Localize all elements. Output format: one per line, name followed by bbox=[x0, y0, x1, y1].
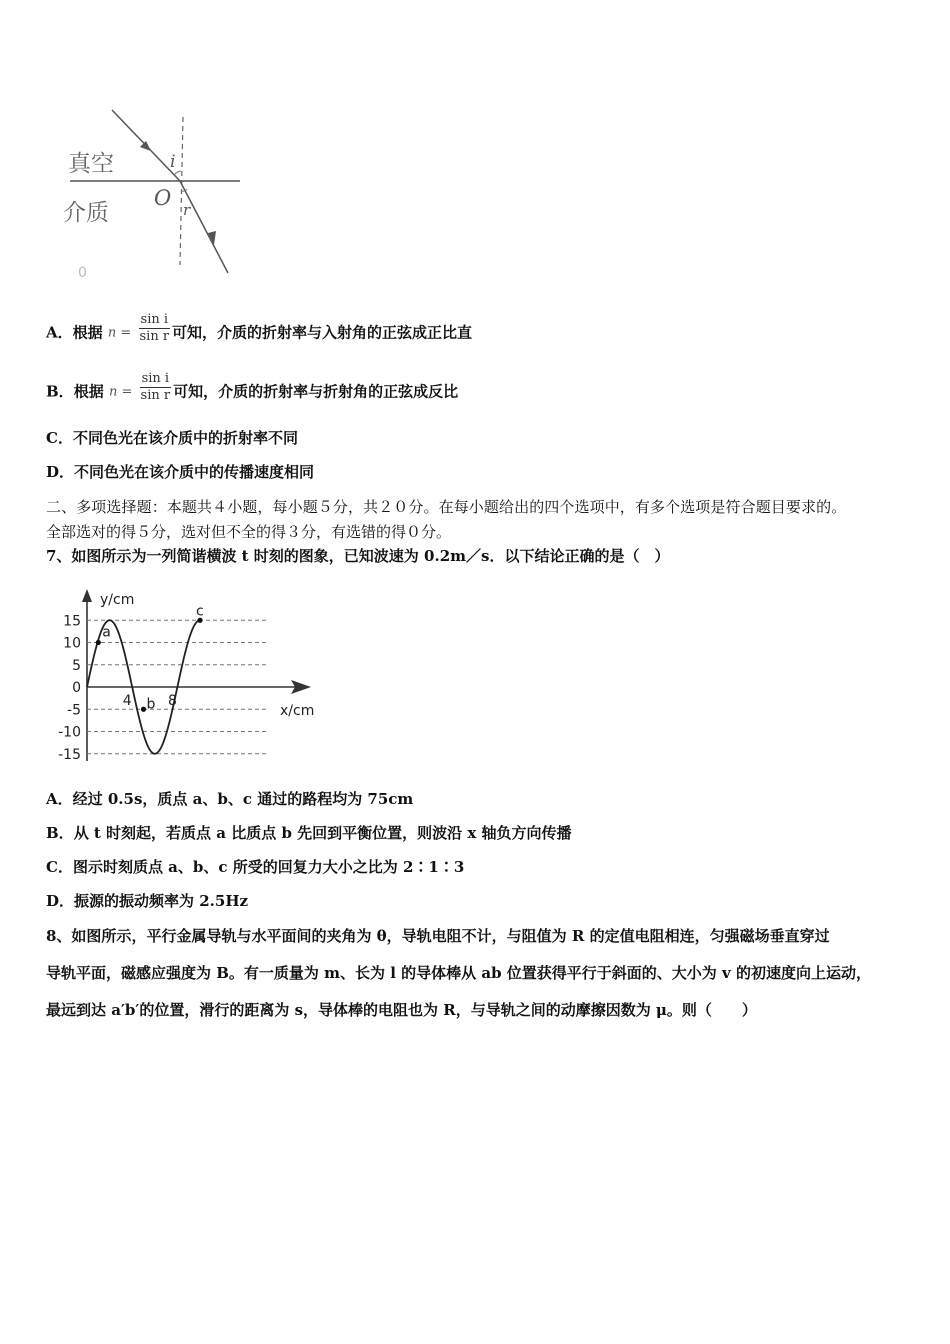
option-pre: 根据 bbox=[72, 323, 103, 342]
wave-point-label: a bbox=[102, 624, 111, 641]
wave-point-a bbox=[96, 640, 101, 645]
label-medium: 介质 bbox=[63, 200, 109, 226]
wave-chart bbox=[45, 585, 330, 770]
wave-point-label: c bbox=[196, 603, 204, 620]
y-tick-label: -10 bbox=[58, 724, 81, 741]
option-text: 振源的振动频率为 2.5Hz bbox=[74, 892, 249, 910]
option-letter: C． bbox=[46, 429, 73, 447]
option-post: 可知，介质的折射率与入射角的正弦成正比直 bbox=[172, 323, 473, 342]
option-letter: D． bbox=[46, 463, 75, 481]
q6-option-d bbox=[46, 462, 314, 482]
section2-line1: 二、多项选择题：本题共４小题，每小题５分，共２０分。在每小题给出的四个选项中，有多个选项是符合题目要求的。 bbox=[46, 498, 847, 516]
q8-line1: 8、如图所示，平行金属导轨与水平面间的夹角为 θ，导轨电阻不计，与阻值为 R 的定值电阻相连，匀强磁场垂直穿过 bbox=[46, 927, 830, 945]
y-axis-arrow bbox=[82, 589, 92, 602]
y-tick-label: 15 bbox=[63, 613, 81, 630]
fraction-numerator: sin i bbox=[140, 312, 169, 327]
n-equals: n = bbox=[108, 384, 133, 400]
q6-option-c bbox=[46, 428, 298, 448]
x-tick-label: 4 bbox=[122, 693, 132, 709]
fraction-sin-i-over-sin-r bbox=[139, 312, 171, 345]
option-post: 可知，介质的折射率与折射角的正弦成反比 bbox=[173, 382, 459, 401]
label-angle-r: r bbox=[183, 201, 191, 219]
q7-option-d bbox=[46, 891, 248, 911]
y-tick-label: 0 bbox=[72, 680, 81, 696]
label-vacuum: 真空 bbox=[68, 151, 114, 177]
wave-point-label: b bbox=[146, 696, 156, 713]
incident-arrow bbox=[140, 141, 151, 151]
q6-option-a bbox=[46, 312, 473, 345]
option-letter: A． bbox=[46, 323, 73, 342]
option-letter: B． bbox=[46, 824, 74, 842]
fraction-numerator: sin i bbox=[141, 371, 170, 386]
option-text: 不同色光在该介质中的传播速度相同 bbox=[74, 463, 315, 481]
fraction-denominator: sin r bbox=[139, 329, 170, 344]
mark-below: 0 bbox=[78, 265, 87, 281]
n-equals: n = bbox=[107, 325, 132, 341]
section2-line2: 全部选对的得５分，选对但不全的得３分，有选错的得０分。 bbox=[46, 523, 452, 541]
y-tick-label: 5 bbox=[72, 657, 81, 674]
option-letter: A． bbox=[46, 790, 73, 808]
q8-line2: 导轨平面，磁感应强度为 B。有一质量为 m、长为 l 的导体棒从 ab 位置获得平行于斜面的、大小为 v 的初速度向上运动， bbox=[46, 964, 871, 982]
option-letter: B． bbox=[46, 382, 74, 401]
q8-line3: 最远到达 a′b′的位置，滑行的距离为 s，导体棒的电阻也为 R，与导轨之间的动摩擦因数为 μ。则（ ） bbox=[46, 1001, 757, 1019]
option-text: 经过 0.5s，质点 a、b、c 通过的路程均为 75cm bbox=[72, 790, 414, 808]
label-origin: O bbox=[154, 186, 172, 210]
option-text: 从 t 时刻起，若质点 a 比质点 b 先回到平衡位置，则波沿 x 轴负方向传播 bbox=[73, 824, 572, 842]
fraction-denominator: sin r bbox=[140, 388, 171, 403]
option-pre: 根据 bbox=[73, 382, 104, 401]
q7-option-b bbox=[46, 823, 572, 843]
q7-stem: 7、如图所示为一列简谐横波 t 时刻的图象，已知波速为 0.2m／s．以下结论正确的是（ ） bbox=[46, 547, 670, 565]
label-angle-i: i bbox=[170, 152, 176, 172]
wave-point-b bbox=[141, 707, 146, 712]
option-letter: D． bbox=[46, 892, 75, 910]
option-text: 不同色光在该介质中的折射率不同 bbox=[72, 429, 298, 447]
y-tick-label: -5 bbox=[67, 702, 81, 719]
option-letter: C． bbox=[46, 858, 73, 876]
y-tick-label: 10 bbox=[63, 635, 81, 652]
q6-option-b bbox=[46, 371, 459, 404]
y-axis-label: y/cm bbox=[100, 592, 135, 608]
refracted-ray bbox=[180, 181, 228, 273]
fraction-sin-i-over-sin-r bbox=[140, 371, 172, 404]
refraction-figure bbox=[50, 105, 250, 285]
y-tick-label: -15 bbox=[58, 746, 81, 763]
x-axis-label: x/cm bbox=[280, 703, 315, 719]
q7-option-a bbox=[46, 789, 413, 809]
option-text: 图示时刻质点 a、b、c 所受的回复力大小之比为 2∶1∶3 bbox=[72, 858, 465, 876]
q7-option-c bbox=[46, 857, 464, 877]
x-tick-label: 8 bbox=[167, 693, 177, 709]
